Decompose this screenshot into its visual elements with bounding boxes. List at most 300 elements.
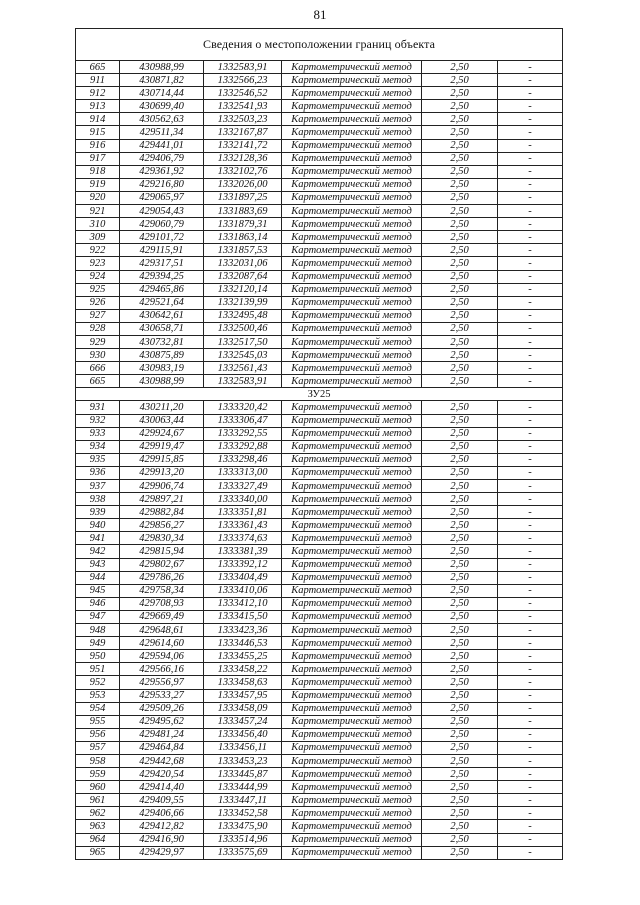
cell-y-coordinate: 1332495,48 [204,309,282,322]
cell-x-coordinate: 429913,20 [120,466,204,479]
cell-description: - [498,728,563,741]
cell-x-coordinate: 429906,74 [120,480,204,493]
cell-point-number: 960 [76,781,120,794]
cell-point-number: 934 [76,440,120,453]
table-row [76,676,563,689]
cell-x-coordinate: 429464,84 [120,741,204,754]
cell-method: Картометрический метод [282,689,422,702]
cell-x-coordinate: 429882,84 [120,506,204,519]
cell-description: - [498,794,563,807]
table-row [76,480,563,493]
cell-description: - [498,624,563,637]
cell-y-coordinate: 1333313,00 [204,466,282,479]
cell-description: - [498,165,563,178]
cell-y-coordinate: 1333292,88 [204,440,282,453]
cell-method: Картометрический метод [282,833,422,846]
cell-accuracy: 2,50 [422,427,498,440]
cell-point-number: 914 [76,113,120,126]
cell-method: Картометрический метод [282,545,422,558]
cell-description: - [498,414,563,427]
cell-method: Картометрический метод [282,466,422,479]
cell-x-coordinate: 429802,67 [120,558,204,571]
cell-accuracy: 2,50 [422,414,498,427]
cell-y-coordinate: 1333514,96 [204,833,282,846]
cell-point-number: 933 [76,427,120,440]
cell-point-number: 964 [76,833,120,846]
cell-accuracy: 2,50 [422,349,498,362]
cell-description: - [498,218,563,231]
cell-y-coordinate: 1333458,22 [204,663,282,676]
cell-description: - [498,335,563,348]
cell-y-coordinate: 1333444,99 [204,781,282,794]
boundary-table-container [75,28,562,860]
cell-y-coordinate: 1332500,46 [204,322,282,335]
cell-point-number: 962 [76,807,120,820]
cell-accuracy: 2,50 [422,715,498,728]
table-body [76,29,563,860]
table-row [76,126,563,139]
cell-method: Картометрический метод [282,152,422,165]
cell-point-number: 938 [76,493,120,506]
cell-x-coordinate: 430988,99 [120,61,204,74]
cell-accuracy: 2,50 [422,794,498,807]
cell-description: - [498,126,563,139]
cell-description: - [498,820,563,833]
cell-y-coordinate: 1331863,14 [204,231,282,244]
cell-method: Картометрический метод [282,741,422,754]
cell-x-coordinate: 429708,93 [120,597,204,610]
cell-y-coordinate: 1333392,12 [204,558,282,571]
table-row [76,322,563,335]
cell-description: - [498,87,563,100]
cell-point-number: 959 [76,768,120,781]
cell-description: - [498,545,563,558]
cell-x-coordinate: 429429,97 [120,846,204,859]
cell-accuracy: 2,50 [422,571,498,584]
cell-method: Картометрический метод [282,584,422,597]
cell-y-coordinate: 1333410,06 [204,584,282,597]
cell-accuracy: 2,50 [422,624,498,637]
cell-accuracy: 2,50 [422,741,498,754]
cell-x-coordinate: 429669,49 [120,610,204,623]
cell-point-number: 936 [76,466,120,479]
cell-description: - [498,702,563,715]
table-row [76,283,563,296]
cell-description: - [498,205,563,218]
cell-y-coordinate: 1333351,81 [204,506,282,519]
cell-method: Картометрический метод [282,257,422,270]
cell-x-coordinate: 429054,43 [120,205,204,218]
cell-description: - [498,768,563,781]
cell-y-coordinate: 1332545,03 [204,349,282,362]
cell-description: - [498,257,563,270]
cell-x-coordinate: 429786,26 [120,571,204,584]
cell-y-coordinate: 1332128,36 [204,152,282,165]
cell-description: - [498,100,563,113]
table-row [76,532,563,545]
table-row [76,296,563,309]
cell-x-coordinate: 430562,63 [120,113,204,126]
cell-x-coordinate: 429856,27 [120,519,204,532]
cell-x-coordinate: 429409,55 [120,794,204,807]
page-number: 81 [313,7,327,22]
cell-y-coordinate: 1333340,00 [204,493,282,506]
cell-x-coordinate: 430983,19 [120,362,204,375]
cell-description: - [498,113,563,126]
cell-method: Картометрический метод [282,401,422,414]
cell-method: Картометрический метод [282,61,422,74]
table-row [76,715,563,728]
cell-point-number: 918 [76,165,120,178]
cell-point-number: 954 [76,702,120,715]
cell-point-number: 930 [76,349,120,362]
cell-method: Картометрический метод [282,427,422,440]
cell-description: - [498,676,563,689]
cell-accuracy: 2,50 [422,650,498,663]
cell-method: Картометрический метод [282,231,422,244]
cell-point-number: 935 [76,453,120,466]
cell-x-coordinate: 429216,80 [120,178,204,191]
cell-x-coordinate: 429317,51 [120,257,204,270]
cell-description: - [498,362,563,375]
cell-y-coordinate: 1333456,40 [204,728,282,741]
table-row [76,100,563,113]
cell-x-coordinate: 429394,25 [120,270,204,283]
cell-method: Картометрический метод [282,768,422,781]
cell-accuracy: 2,50 [422,532,498,545]
cell-x-coordinate: 429915,85 [120,453,204,466]
cell-accuracy: 2,50 [422,257,498,270]
cell-x-coordinate: 429101,72 [120,231,204,244]
table-row [76,833,563,846]
cell-x-coordinate: 429830,34 [120,532,204,545]
cell-x-coordinate: 429420,54 [120,768,204,781]
table-row [76,624,563,637]
cell-x-coordinate: 429361,92 [120,165,204,178]
cell-description: - [498,178,563,191]
table-row [76,493,563,506]
cell-x-coordinate: 429441,01 [120,139,204,152]
cell-x-coordinate: 430699,40 [120,100,204,113]
cell-point-number: 939 [76,506,120,519]
cell-x-coordinate: 429406,79 [120,152,204,165]
cell-y-coordinate: 1333298,46 [204,453,282,466]
cell-accuracy: 2,50 [422,205,498,218]
cell-point-number: 925 [76,283,120,296]
cell-y-coordinate: 1332561,43 [204,362,282,375]
cell-y-coordinate: 1333423,36 [204,624,282,637]
cell-method: Картометрический метод [282,571,422,584]
cell-description: - [498,152,563,165]
cell-y-coordinate: 1333455,25 [204,650,282,663]
cell-y-coordinate: 1331879,31 [204,218,282,231]
cell-method: Картометрический метод [282,506,422,519]
table-row [76,244,563,257]
cell-point-number: 944 [76,571,120,584]
cell-accuracy: 2,50 [422,362,498,375]
table-row [76,74,563,87]
cell-method: Картометрический метод [282,270,422,283]
cell-description: - [498,846,563,859]
boundary-coordinates-table [75,28,563,860]
cell-y-coordinate: 1332546,52 [204,87,282,100]
cell-method: Картометрический метод [282,781,422,794]
cell-y-coordinate: 1332583,91 [204,61,282,74]
cell-y-coordinate: 1332541,93 [204,100,282,113]
cell-accuracy: 2,50 [422,231,498,244]
table-row [76,741,563,754]
cell-point-number: 911 [76,74,120,87]
cell-point-number: 958 [76,754,120,767]
table-row [76,610,563,623]
cell-x-coordinate: 429556,97 [120,676,204,689]
table-row [76,139,563,152]
cell-y-coordinate: 1332139,99 [204,296,282,309]
table-row [76,558,563,571]
cell-description: - [498,401,563,414]
cell-accuracy: 2,50 [422,545,498,558]
cell-point-number: 940 [76,519,120,532]
cell-y-coordinate: 1333381,39 [204,545,282,558]
cell-accuracy: 2,50 [422,87,498,100]
cell-y-coordinate: 1332583,91 [204,375,282,388]
cell-method: Картометрический метод [282,453,422,466]
table-title: Сведения о местоположении границ объекта [76,29,563,61]
cell-x-coordinate: 429758,34 [120,584,204,597]
cell-x-coordinate: 430714,44 [120,87,204,100]
cell-point-number: 963 [76,820,120,833]
cell-x-coordinate: 429442,68 [120,754,204,767]
cell-accuracy: 2,50 [422,689,498,702]
cell-description: - [498,637,563,650]
cell-y-coordinate: 1333456,11 [204,741,282,754]
cell-point-number: 953 [76,689,120,702]
cell-accuracy: 2,50 [422,480,498,493]
table-row [76,375,563,388]
table-row [76,440,563,453]
cell-method: Картометрический метод [282,375,422,388]
cell-method: Картометрический метод [282,715,422,728]
cell-method: Картометрический метод [282,597,422,610]
cell-description: - [498,480,563,493]
table-row [76,637,563,650]
cell-y-coordinate: 1332102,76 [204,165,282,178]
cell-accuracy: 2,50 [422,296,498,309]
cell-description: - [498,309,563,322]
cell-description: - [498,270,563,283]
cell-accuracy: 2,50 [422,152,498,165]
cell-x-coordinate: 430875,89 [120,349,204,362]
cell-method: Картометрический метод [282,624,422,637]
cell-method: Картометрический метод [282,362,422,375]
cell-point-number: 965 [76,846,120,859]
cell-accuracy: 2,50 [422,178,498,191]
cell-accuracy: 2,50 [422,244,498,257]
cell-method: Картометрический метод [282,414,422,427]
cell-y-coordinate: 1333445,87 [204,768,282,781]
cell-accuracy: 2,50 [422,820,498,833]
cell-y-coordinate: 1332517,50 [204,335,282,348]
cell-point-number: 931 [76,401,120,414]
cell-accuracy: 2,50 [422,781,498,794]
cell-description: - [498,754,563,767]
cell-method: Картометрический метод [282,650,422,663]
cell-description: - [498,571,563,584]
cell-point-number: 946 [76,597,120,610]
cell-point-number: 952 [76,676,120,689]
cell-y-coordinate: 1333458,09 [204,702,282,715]
cell-accuracy: 2,50 [422,270,498,283]
cell-x-coordinate: 430658,71 [120,322,204,335]
cell-accuracy: 2,50 [422,754,498,767]
table-row [76,754,563,767]
cell-description: - [498,689,563,702]
cell-method: Картометрический метод [282,100,422,113]
cell-point-number: 912 [76,87,120,100]
cell-accuracy: 2,50 [422,375,498,388]
cell-accuracy: 2,50 [422,833,498,846]
table-row [76,689,563,702]
cell-method: Картометрический метод [282,480,422,493]
cell-x-coordinate: 430988,99 [120,375,204,388]
cell-x-coordinate: 429414,40 [120,781,204,794]
cell-x-coordinate: 429481,24 [120,728,204,741]
cell-accuracy: 2,50 [422,126,498,139]
cell-description: - [498,231,563,244]
cell-description: - [498,519,563,532]
cell-accuracy: 2,50 [422,335,498,348]
cell-x-coordinate: 429614,60 [120,637,204,650]
cell-point-number: 928 [76,322,120,335]
cell-point-number: 920 [76,191,120,204]
table-row [76,597,563,610]
cell-description: - [498,283,563,296]
cell-accuracy: 2,50 [422,519,498,532]
cell-point-number: 947 [76,610,120,623]
cell-description: - [498,375,563,388]
cell-accuracy: 2,50 [422,165,498,178]
cell-y-coordinate: 1333412,10 [204,597,282,610]
cell-x-coordinate: 429919,47 [120,440,204,453]
cell-description: - [498,741,563,754]
table-row [76,349,563,362]
cell-method: Картометрический метод [282,610,422,623]
cell-point-number: 929 [76,335,120,348]
cell-point-number: 665 [76,61,120,74]
cell-method: Картометрический метод [282,519,422,532]
cell-x-coordinate: 429065,97 [120,191,204,204]
table-row [76,545,563,558]
table-row [76,113,563,126]
cell-accuracy: 2,50 [422,453,498,466]
table-title-row [76,29,563,61]
table-row [76,663,563,676]
cell-point-number: 921 [76,205,120,218]
table-row [76,309,563,322]
cell-y-coordinate: 1333452,58 [204,807,282,820]
cell-accuracy: 2,50 [422,584,498,597]
table-row [76,335,563,348]
cell-x-coordinate: 429406,66 [120,807,204,820]
cell-accuracy: 2,50 [422,506,498,519]
cell-accuracy: 2,50 [422,597,498,610]
cell-method: Картометрический метод [282,794,422,807]
cell-point-number: 665 [76,375,120,388]
cell-method: Картометрический метод [282,493,422,506]
cell-y-coordinate: 1333453,23 [204,754,282,767]
cell-point-number: 923 [76,257,120,270]
table-row [76,781,563,794]
cell-accuracy: 2,50 [422,113,498,126]
cell-x-coordinate: 429897,21 [120,493,204,506]
cell-description: - [498,74,563,87]
cell-point-number: 915 [76,126,120,139]
cell-method: Картометрический метод [282,165,422,178]
table-row [76,401,563,414]
table-row [76,807,563,820]
cell-accuracy: 2,50 [422,493,498,506]
cell-method: Картометрический метод [282,296,422,309]
cell-method: Картометрический метод [282,728,422,741]
cell-method: Картометрический метод [282,558,422,571]
cell-description: - [498,493,563,506]
table-row [76,270,563,283]
table-row [76,506,563,519]
cell-point-number: 943 [76,558,120,571]
cell-y-coordinate: 1332141,72 [204,139,282,152]
cell-accuracy: 2,50 [422,466,498,479]
cell-accuracy: 2,50 [422,637,498,650]
cell-y-coordinate: 1332566,23 [204,74,282,87]
table-row [76,519,563,532]
cell-y-coordinate: 1333475,90 [204,820,282,833]
cell-method: Картометрический метод [282,532,422,545]
cell-point-number: 957 [76,741,120,754]
cell-point-number: 310 [76,218,120,231]
cell-point-number: 922 [76,244,120,257]
cell-description: - [498,139,563,152]
cell-method: Картометрический метод [282,807,422,820]
cell-description: - [498,558,563,571]
cell-y-coordinate: 1332087,64 [204,270,282,283]
cell-accuracy: 2,50 [422,309,498,322]
cell-y-coordinate: 1333458,63 [204,676,282,689]
table-row [76,768,563,781]
cell-method: Картометрический метод [282,309,422,322]
cell-x-coordinate: 429511,34 [120,126,204,139]
cell-accuracy: 2,50 [422,440,498,453]
cell-y-coordinate: 1332167,87 [204,126,282,139]
cell-description: - [498,833,563,846]
cell-method: Картометрический метод [282,218,422,231]
cell-x-coordinate: 430642,61 [120,309,204,322]
cell-y-coordinate: 1333575,69 [204,846,282,859]
section-row [76,388,563,401]
table-row [76,218,563,231]
cell-method: Картометрический метод [282,820,422,833]
cell-x-coordinate: 429412,82 [120,820,204,833]
table-row [76,453,563,466]
table-row [76,846,563,859]
cell-description: - [498,296,563,309]
table-row [76,205,563,218]
cell-y-coordinate: 1333404,49 [204,571,282,584]
cell-y-coordinate: 1332120,14 [204,283,282,296]
cell-accuracy: 2,50 [422,663,498,676]
cell-description: - [498,453,563,466]
cell-accuracy: 2,50 [422,558,498,571]
cell-y-coordinate: 1331857,53 [204,244,282,257]
